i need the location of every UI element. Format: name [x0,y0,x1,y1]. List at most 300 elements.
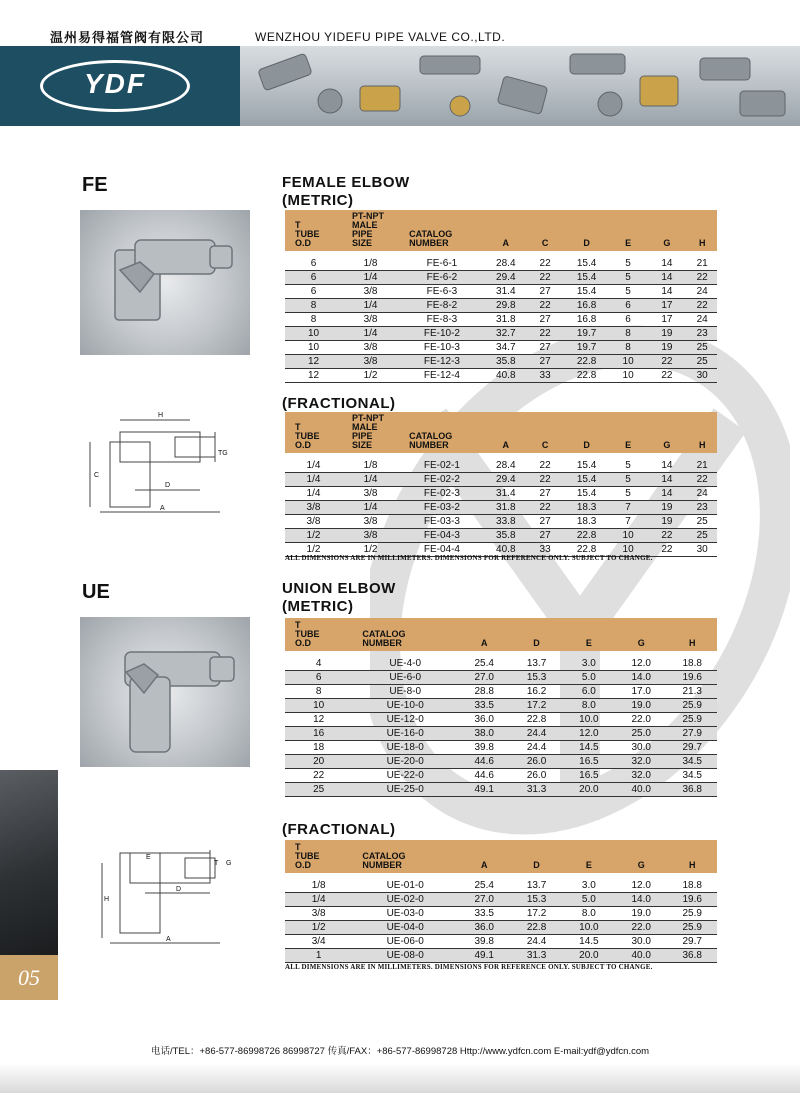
table-cell: 14 [646,271,687,285]
table-row [285,299,717,313]
table-cell: 6 [285,285,342,299]
table-cell: 19.6 [667,893,717,907]
table-cell: 1/4 [342,299,399,313]
column-header: A [458,618,510,651]
table-cell: 6 [285,671,352,685]
table-header-row [285,840,717,873]
table-cell: 28.8 [458,685,510,699]
table-cell: UE-06-0 [352,935,458,949]
table-cell: 19 [646,341,687,355]
ue-diagram-drawing [90,838,250,948]
table-cell: 28.4 [485,257,527,271]
table-row [285,699,717,713]
table-row [285,921,717,935]
table-row [285,341,717,355]
fe-label-d: D [165,482,171,489]
table-cell: 3/8 [342,341,399,355]
table-cell: FE-10-3 [399,341,485,355]
table-cell: 26.0 [510,755,562,769]
table-cell: 17 [646,313,687,327]
table-cell: 3/8 [285,501,342,515]
table-cell: 14.0 [615,671,667,685]
table-cell: 24 [687,487,717,501]
table-cell: 36.8 [667,783,717,797]
table-cell: 3/8 [342,515,399,529]
table-cell: 5 [610,285,647,299]
table-cell: 22.0 [615,713,667,727]
table-cell: 14 [646,487,687,501]
table-cell: 8 [285,299,342,313]
table-cell: 14 [646,257,687,271]
table-cell: 22 [527,271,564,285]
table-cell: 10.0 [563,921,615,935]
table-cell: 25 [687,341,717,355]
table-cell: 40.8 [485,369,527,383]
table-cell: 31.4 [485,285,527,299]
table-cell: 40.8 [485,543,527,557]
fe-section-title: FEMALE ELBOW [282,174,410,191]
table-cell: 21 [687,459,717,473]
table-cell: 21.3 [667,685,717,699]
table-cell: 14 [646,285,687,299]
table-cell: 25.9 [667,921,717,935]
table-cell: 1/2 [285,921,352,935]
table-cell: 32.0 [615,769,667,783]
table-row [285,671,717,685]
table-row [285,741,717,755]
table-cell: 22 [527,257,564,271]
table-cell: 17.2 [510,699,562,713]
table-cell: 21 [687,257,717,271]
table-cell: 27.0 [458,671,510,685]
table-cell: 16.8 [563,299,609,313]
table-cell: 20.0 [563,783,615,797]
table-header-row [285,618,717,651]
column-header: A [485,412,527,453]
table-cell: 14 [646,473,687,487]
table-cell: UE-8-0 [352,685,458,699]
table-row [285,313,717,327]
table-cell: 19 [646,327,687,341]
table-cell: 7 [610,515,647,529]
table-row [285,893,717,907]
column-header: A [458,840,510,873]
column-header: D [510,618,562,651]
table-cell: 15.3 [510,671,562,685]
table-cell: 3/8 [342,313,399,327]
table-cell: 33.8 [485,515,527,529]
table-cell: 27.9 [667,727,717,741]
table-cell: 27 [527,313,564,327]
table-cell: 24.4 [510,935,562,949]
table-cell: UE-22-0 [352,769,458,783]
ue-label-a: A [166,936,171,943]
table-cell: 35.8 [485,355,527,369]
ue-metric-label: (METRIC) [282,598,354,615]
contact-footer: 电话/TEL：+86-577-86998726 86998727 传真/FAX：+86-577-86998728 Http://www.ydfcn.com E-mail:ydf@ydfcn.com [150,1046,650,1057]
table-row [285,271,717,285]
table-cell: 5.0 [563,893,615,907]
table-cell: 1/4 [285,459,342,473]
table-cell: 25.9 [667,699,717,713]
table-cell: 5.0 [563,671,615,685]
table-cell: 25 [285,783,352,797]
table-cell: 8 [285,313,342,327]
column-header: G [646,412,687,453]
fe-label-c: C [94,472,100,479]
table-row [285,459,717,473]
column-header: C [527,210,564,251]
table-cell: 18.3 [563,515,609,529]
table-cell: 33 [527,543,564,557]
table-cell: 1/4 [342,271,399,285]
table-cell: 25 [687,355,717,369]
table-cell: 19 [646,515,687,529]
table-row [285,755,717,769]
table-cell: 3/4 [285,935,352,949]
table-cell: 39.8 [458,935,510,949]
table-cell: 12.0 [615,879,667,893]
table-cell: 12 [285,355,342,369]
table-cell: 22.8 [510,713,562,727]
table-cell: 18.8 [667,879,717,893]
table-cell: 22.8 [563,529,609,543]
ue-fractional-label: (FRACTIONAL) [282,821,396,838]
fe-diagram-drawing [80,412,240,517]
table-cell: 35.8 [485,529,527,543]
table-cell: 12.0 [615,657,667,671]
table-cell: 3/8 [342,487,399,501]
table-cell: FE-02-1 [399,459,485,473]
column-header: PT-NPT MALE PIPE SIZE [342,210,399,251]
column-header: D [510,840,562,873]
ue-label-d: D [176,886,182,893]
table-row [285,879,717,893]
fe-metric-table [285,210,717,383]
table-row [285,257,717,271]
table-cell: UE-12-0 [352,713,458,727]
table-cell: 30 [687,369,717,383]
table-cell: 40.0 [615,783,667,797]
table-cell: 22 [687,473,717,487]
table-cell: FE-10-2 [399,327,485,341]
column-header: CATALOG NUMBER [399,210,485,251]
column-header: CATALOG NUMBER [399,412,485,453]
column-header: G [615,618,667,651]
table-cell: 8 [610,327,647,341]
table-cell: 6 [610,299,647,313]
table-cell: 6 [610,313,647,327]
table-cell: 15.4 [563,285,609,299]
table-cell: 3/8 [342,285,399,299]
table-cell: 8 [610,341,647,355]
table-cell: 19.6 [667,671,717,685]
table-cell: 25.4 [458,879,510,893]
table-cell: 1/2 [342,369,399,383]
table-cell: 22 [527,299,564,313]
table-row [285,487,717,501]
footer-band [0,1063,800,1093]
female-elbow-art [80,210,250,355]
table-cell: FE-8-3 [399,313,485,327]
column-header: T TUBE O.D [285,412,342,453]
table-cell: FE-03-3 [399,515,485,529]
table-cell: 26.0 [510,769,562,783]
table-cell: 25 [687,515,717,529]
female-elbow-photo [80,210,250,355]
table-cell: 14.5 [563,741,615,755]
column-header: G [615,840,667,873]
table-cell: 5 [610,271,647,285]
table-cell: 5 [610,459,647,473]
table-row [285,949,717,963]
table-cell: 20 [285,755,352,769]
table-cell: 33 [527,369,564,383]
table-cell: UE-02-0 [352,893,458,907]
table-cell: 34.5 [667,769,717,783]
fe-section-code: FE [82,174,108,196]
table-cell: 33.5 [458,699,510,713]
table-cell: 1/2 [342,543,399,557]
table-cell: 10 [610,355,647,369]
fe-note: ALL DIMENSIONS ARE IN MILLIMETERS. DIMENSIONS FOR REFERENCE ONLY. SUBJECT TO CHANGE. [285,554,653,562]
table-cell: 22.8 [563,369,609,383]
table-cell: 8 [285,685,352,699]
table-row [285,935,717,949]
table-cell: FE-6-1 [399,257,485,271]
table-cell: 15.3 [510,893,562,907]
table-cell: 15.4 [563,473,609,487]
table-cell: 6 [285,257,342,271]
table-cell: 27 [527,515,564,529]
table-cell: 13.7 [510,879,562,893]
table-cell: 1 [285,949,352,963]
table-cell: 1/2 [285,529,342,543]
table-cell: 10 [285,341,342,355]
table-cell: 29.8 [485,299,527,313]
column-header: H [667,618,717,651]
ue-label-t: T [214,860,219,867]
table-cell: 6 [285,271,342,285]
table-row [285,355,717,369]
table-cell: 30.0 [615,741,667,755]
table-cell: 29.7 [667,935,717,949]
column-header: H [687,412,717,453]
table-cell: 22 [285,769,352,783]
ue-label-e: E [146,854,151,861]
table-cell: FE-6-2 [399,271,485,285]
table-cell: 29.7 [667,741,717,755]
table-row [285,657,717,671]
table-cell: 10 [610,369,647,383]
table-cell: UE-04-0 [352,921,458,935]
fittings-banner-image [240,46,800,126]
table-cell: 3/8 [285,907,352,921]
table-cell: 8.0 [563,907,615,921]
fe-label-g: G [222,450,228,457]
table-cell: 22 [687,271,717,285]
table-cell: 15.4 [563,271,609,285]
table-cell: 30.0 [615,935,667,949]
table-cell: 5 [610,473,647,487]
table-header-row [285,210,717,251]
table-cell: 25.9 [667,907,717,921]
table-cell: 8.0 [563,699,615,713]
table-cell: 34.7 [485,341,527,355]
table-cell: 25.0 [615,727,667,741]
table-cell: 22 [646,355,687,369]
table-cell: 12.0 [563,727,615,741]
table-cell: 31.3 [510,949,562,963]
table-cell: UE-08-0 [352,949,458,963]
column-header: E [563,618,615,651]
table-cell: 17.0 [615,685,667,699]
table-cell: 24 [687,285,717,299]
fe-label-a: A [160,505,165,512]
table-cell: 1/4 [342,473,399,487]
fe-metric-label: (METRIC) [282,192,354,209]
column-header: T TUBE O.D [285,618,352,651]
table-cell: 22.8 [563,355,609,369]
ue-note: ALL DIMENSIONS ARE IN MILLIMETERS. DIMENSIONS FOR REFERENCE ONLY. SUBJECT TO CHANGE. [285,963,653,971]
table-cell: UE-4-0 [352,657,458,671]
table-cell: 10 [285,699,352,713]
column-header: C [527,412,564,453]
table-cell: FE-12-4 [399,369,485,383]
fe-fractional-table [285,412,717,557]
table-cell: 44.6 [458,755,510,769]
table-cell: 5 [610,487,647,501]
table-cell: 22 [687,299,717,313]
table-cell: UE-01-0 [352,879,458,893]
table-cell: 6.0 [563,685,615,699]
table-cell: UE-20-0 [352,755,458,769]
company-name-en: WENZHOU YIDEFU PIPE VALVE CO.,LTD. [255,30,506,44]
table-cell: 12 [285,369,342,383]
table-cell: FE-02-3 [399,487,485,501]
table-cell: 33.5 [458,907,510,921]
column-header: G [646,210,687,251]
table-row [285,501,717,515]
table-cell: 3.0 [563,657,615,671]
column-header: CATALOG NUMBER [352,840,458,873]
table-cell: 32.0 [615,755,667,769]
table-cell: 25.4 [458,657,510,671]
table-cell: UE-6-0 [352,671,458,685]
ue-metric-table [285,618,717,797]
table-cell: 23 [687,327,717,341]
ue-label-h: H [104,896,110,903]
table-row [285,685,717,699]
table-cell: 31.8 [485,501,527,515]
table-cell: 31.3 [510,783,562,797]
table-cell: 10 [610,529,647,543]
table-cell: 1/8 [285,879,352,893]
table-cell: FE-02-2 [399,473,485,487]
table-cell: 1/8 [342,257,399,271]
table-row [285,473,717,487]
ue-section-title: UNION ELBOW [282,580,396,597]
table-cell: 22 [527,327,564,341]
table-cell: 5 [610,257,647,271]
table-cell: 34.5 [667,755,717,769]
table-cell: 22 [527,459,564,473]
fe-label-t: T [218,450,223,457]
table-cell: 25.9 [667,713,717,727]
table-cell: 22.0 [615,921,667,935]
table-cell: 19.0 [615,699,667,713]
ue-dimension-diagram [90,838,250,948]
table-cell: FE-6-3 [399,285,485,299]
table-cell: 16.2 [510,685,562,699]
fe-label-h: H [158,412,164,419]
table-cell: 13.7 [510,657,562,671]
column-header: E [610,210,647,251]
column-header: CATALOG NUMBER [352,618,458,651]
table-cell: 4 [285,657,352,671]
table-cell: 49.1 [458,783,510,797]
company-name-cn: 温州易得福管阀有限公司 [50,31,205,46]
table-cell: 14.0 [615,893,667,907]
table-cell: 10 [610,543,647,557]
table-cell: 10.0 [563,713,615,727]
table-cell: 24.4 [510,741,562,755]
table-row [285,769,717,783]
table-cell: 23 [687,501,717,515]
table-cell: UE-25-0 [352,783,458,797]
table-cell: FE-04-4 [399,543,485,557]
table-cell: 22.8 [563,543,609,557]
table-cell: 1/4 [285,473,342,487]
ue-fractional-table [285,840,717,963]
table-cell: FE-04-3 [399,529,485,543]
table-cell: 3/8 [342,529,399,543]
table-cell: 27 [527,529,564,543]
table-cell: 19.7 [563,327,609,341]
column-header: T TUBE O.D [285,210,342,251]
table-cell: 20.0 [563,949,615,963]
table-cell: 31.8 [485,313,527,327]
valve-side-photo [0,770,58,955]
table-cell: UE-03-0 [352,907,458,921]
table-row [285,727,717,741]
fe-label-tg [218,450,228,457]
fittings-banner-art [240,46,800,126]
table-cell: 18 [285,741,352,755]
table-row [285,369,717,383]
table-cell: 3.0 [563,879,615,893]
table-cell: 24.4 [510,727,562,741]
table-cell: 14.5 [563,935,615,949]
table-cell: 7 [610,501,647,515]
ue-label-g: G [226,860,232,867]
table-cell: 1/4 [285,893,352,907]
table-cell: 19.7 [563,341,609,355]
column-header: E [563,840,615,873]
table-cell: 10 [285,327,342,341]
table-cell: 19.0 [615,907,667,921]
table-cell: 27.0 [458,893,510,907]
column-header: T TUBE O.D [285,840,352,873]
table-cell: 22 [527,473,564,487]
table-cell: 36.0 [458,921,510,935]
table-cell: 16 [285,727,352,741]
table-cell: 22 [527,501,564,515]
page-number: 05 [0,955,58,1000]
company-logo: YDF [84,68,146,99]
table-row [285,515,717,529]
table-cell: 27 [527,285,564,299]
